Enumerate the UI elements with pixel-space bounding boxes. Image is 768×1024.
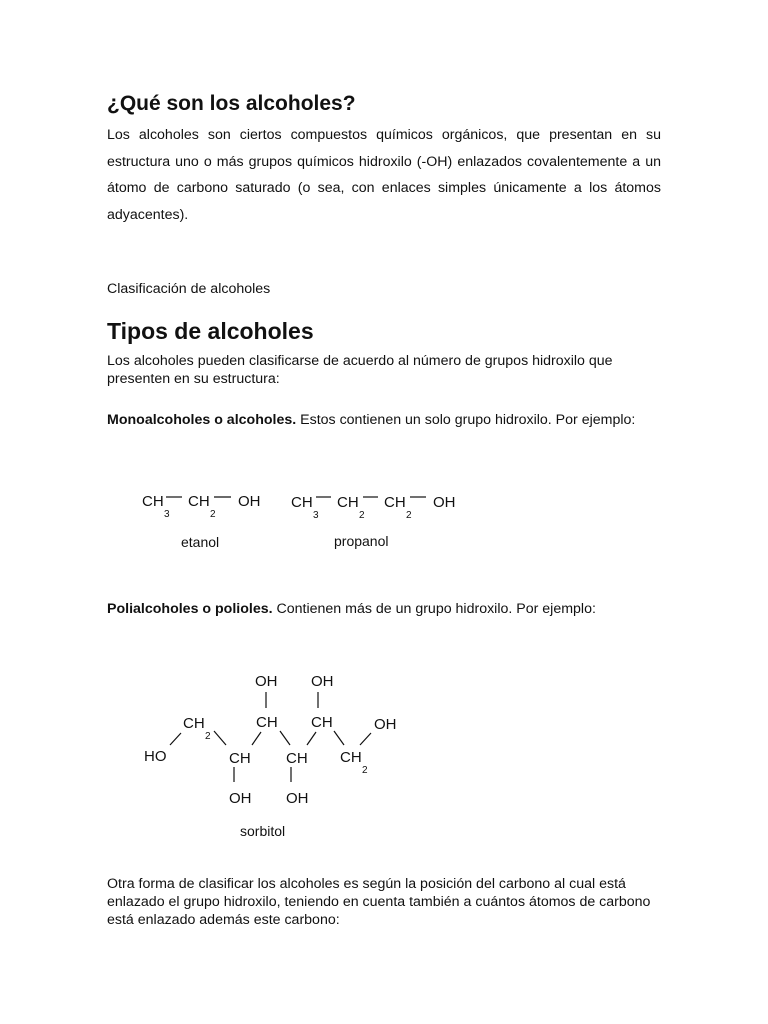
sorbitol-bond-ch3-ch4 — [307, 732, 316, 745]
propanol-oh: OH — [433, 494, 456, 511]
heading-tipos: Tipos de alcoholes — [107, 318, 314, 344]
propanol-formula — [291, 494, 456, 549]
propanol-ch3: CH — [291, 494, 313, 511]
sorbitol-bond-ch2r-oh — [360, 733, 371, 745]
etanol-oh: OH — [238, 493, 261, 510]
sorbitol-oh3: OH — [286, 790, 309, 807]
intro-paragraph: Los alcoholes son ciertos compuestos químicos orgánicos, que presentan en su estructura uno o más grupos químicos hidroxilo (-OH) enlazados covalentemente a un átomo de carbono saturado (o sea, con enlaces simples únicamente a los átomos adyacentes). — [107, 127, 661, 223]
etanol-sub3: 3 — [164, 509, 170, 520]
etanol-sub2: 2 — [210, 509, 216, 520]
sorbitol-bond-ch1-ch2 — [252, 732, 261, 745]
sorbitol-ho-left: HO — [144, 748, 167, 765]
sorbitol-sub-left: 2 — [205, 731, 211, 742]
sorbitol-oh1: OH — [229, 790, 252, 807]
propanol-sub2a: 2 — [359, 510, 365, 521]
sorbitol-ch1: CH — [229, 750, 251, 767]
tipos-paragraph: Los alcoholes pueden clasificarse de acuerdo al número de grupos hidroxilo que presenten en su estructura: — [107, 353, 613, 387]
etanol-ch2: CH — [188, 493, 210, 510]
sorbitol-oh2: OH — [255, 673, 278, 690]
sorbitol-oh4: OH — [311, 673, 334, 690]
sorbitol-bond-ch2-ch1 — [214, 731, 226, 745]
polialcoholes-text: Contienen más de un grupo hidroxilo. Por ejemplo: — [272, 601, 596, 617]
sorbitol-sub-right: 2 — [362, 765, 368, 776]
sorbitol-ch2-right: CH — [340, 749, 362, 766]
otra-forma-paragraph: Otra forma de clasificar los alcoholes es según la posición del carbono al cual está enlazado el grupo hidroxilo, teniendo en cuenta también a cuántos átomos de carbono está enlazado además este carbono: — [107, 876, 651, 928]
monoalcoholes-term: Monoalcoholes o alcoholes. — [107, 412, 297, 428]
heading-que-son: ¿Qué son los alcoholes? — [107, 92, 356, 115]
propanol-ch2a: CH — [337, 494, 359, 511]
sorbitol-ch2-left: CH — [183, 715, 205, 732]
sorbitol-ch2: CH — [256, 714, 278, 731]
sorbitol-bond-ch4-ch2r — [334, 731, 344, 745]
propanol-name: propanol — [334, 533, 389, 549]
monoalcoholes-text: Estos contienen un solo grupo hidroxilo. Por ejemplo: — [296, 412, 636, 428]
polialcoholes-term: Polialcoholes o polioles. — [107, 601, 273, 617]
sorbitol-bond-ho-ch2 — [170, 733, 181, 745]
sorbitol-ch4: CH — [311, 714, 333, 731]
sorbitol-oh-right: OH — [374, 716, 397, 733]
propanol-sub2b: 2 — [406, 510, 412, 521]
etanol-formula — [142, 493, 261, 550]
propanol-sub3: 3 — [313, 510, 319, 521]
etanol-ch3: CH — [142, 493, 164, 510]
sorbitol-ch3: CH — [286, 750, 308, 767]
clasificacion-label: Clasificación de alcoholes — [107, 281, 271, 297]
propanol-ch2b: CH — [384, 494, 406, 511]
sorbitol-bond-ch2-ch3 — [280, 731, 290, 745]
etanol-name: etanol — [181, 534, 220, 550]
sorbitol-name: sorbitol — [240, 823, 286, 839]
sorbitol-formula — [144, 673, 397, 839]
